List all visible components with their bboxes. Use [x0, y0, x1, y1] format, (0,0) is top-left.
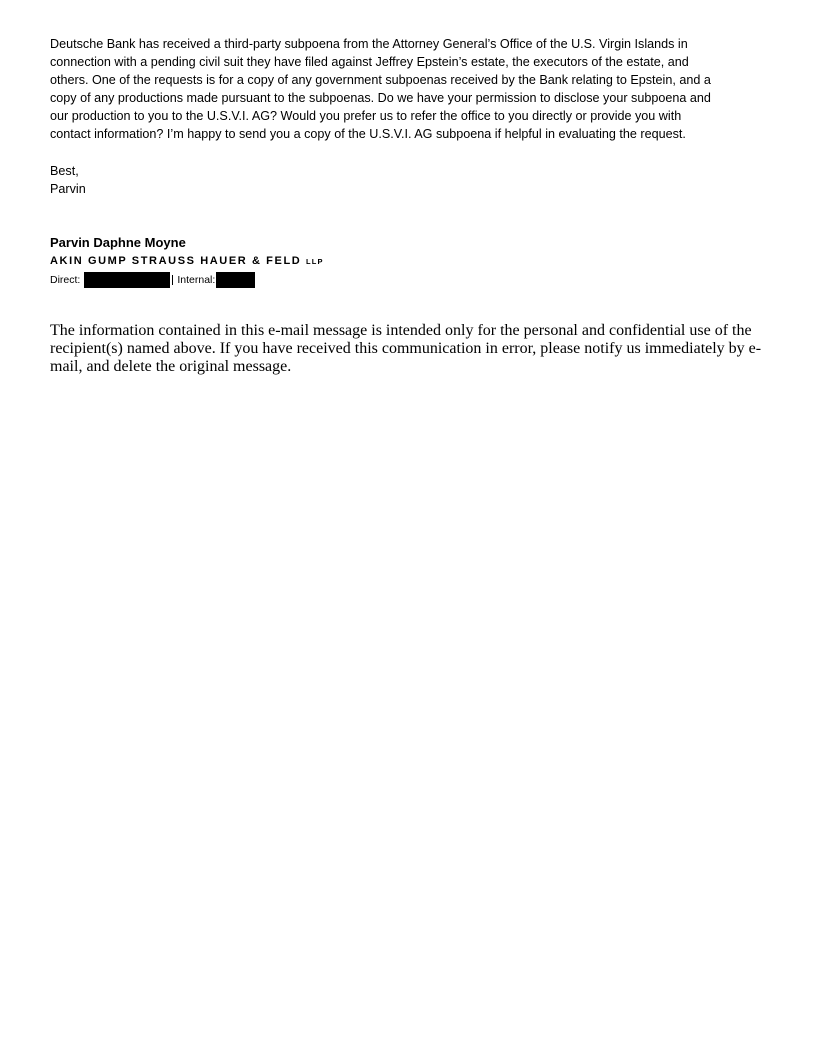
body-line: copy of any productions made pursuant to the subpoenas. Do we have your permission to disclose your subpoena and — [50, 91, 711, 105]
confidentiality-disclaimer: The information contained in this e-mail message is intended only for the personal and confidential use of the recipient(s) named above. If you have received this communication in error, please notify us immediately by e-mail, and delete the original message. — [50, 322, 762, 375]
email-document — [50, 35, 770, 375]
firm-name: AKIN GUMP STRAUSS HAUER & FELD — [50, 255, 302, 267]
email-closing — [50, 162, 86, 198]
signature-name: Parvin Daphne Moyne — [50, 235, 186, 250]
body-line: others. One of the requests is for a copy of any government subpoenas received by the Bank relating to Epstein, and a — [50, 73, 711, 87]
body-line: Deutsche Bank has received a third-party subpoena from the Attorney General’s Office of the U.S. Virgin Islands in — [50, 37, 688, 51]
redaction-block — [216, 272, 255, 288]
signature-contact — [50, 272, 255, 288]
body-line: our production to you to the U.S.V.I. AG? Would you prefer us to refer the office to you directly or provide you with — [50, 109, 682, 123]
closing-salutation: Best, — [50, 164, 79, 178]
signature-firm — [50, 254, 324, 269]
redaction-block — [84, 272, 170, 288]
body-line: contact information? I’m happy to send you a copy of the U.S.V.I. AG subpoena if helpful in evaluating the request. — [50, 127, 686, 141]
internal-label: Internal: — [177, 274, 216, 286]
body-line: connection with a pending civil suit they have filed against Jeffrey Epstein’s estate, the executors of the estate, and — [50, 55, 689, 69]
separator — [172, 275, 173, 285]
direct-label: Direct: — [50, 274, 81, 286]
email-body — [50, 35, 770, 143]
closing-sender-name: Parvin — [50, 182, 86, 196]
firm-suffix: LLP — [305, 257, 324, 266]
